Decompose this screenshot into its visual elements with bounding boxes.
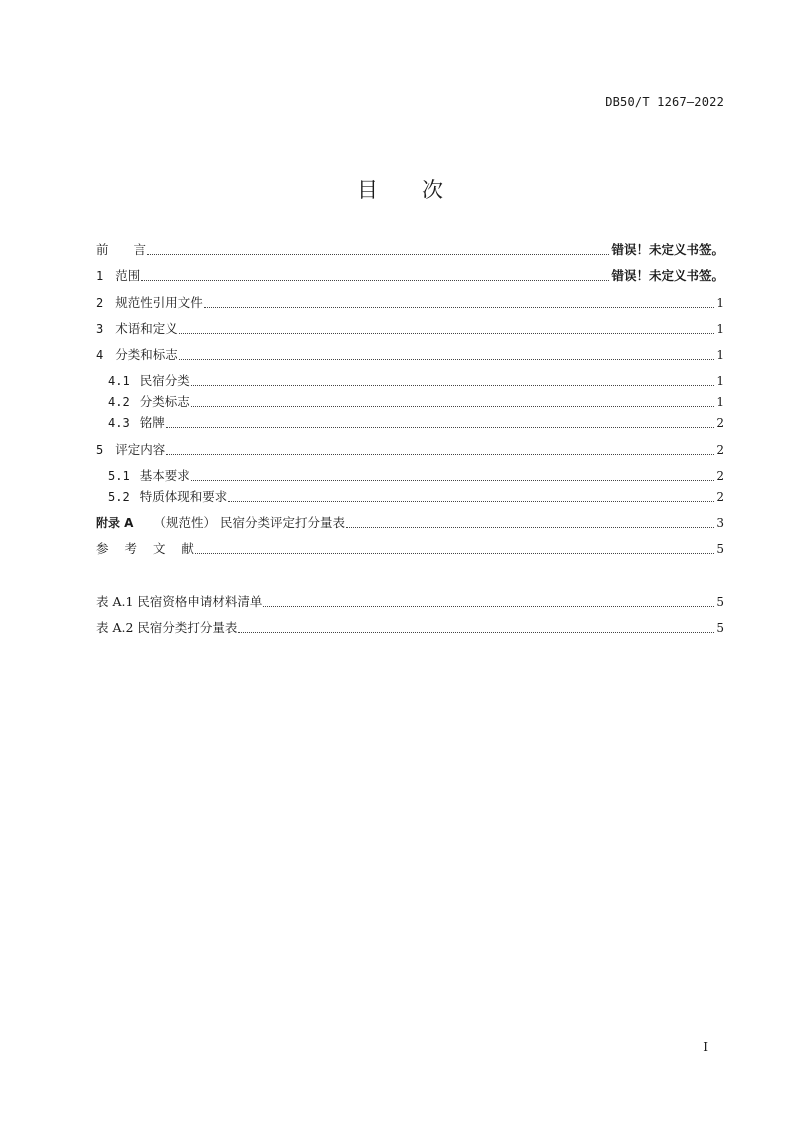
toc-leader-dots <box>179 332 715 334</box>
toc-leader-dots <box>147 253 609 255</box>
toc-leader-dots <box>166 426 715 428</box>
toc-leader-dots <box>263 605 714 607</box>
toc-entry-page: 错误！未定义书签。 <box>611 242 724 257</box>
page-title <box>0 174 800 204</box>
page-title-char-1: 目 <box>357 178 378 202</box>
toc-entry-5-1[interactable] <box>108 467 724 485</box>
toc-entry-scope[interactable] <box>96 267 724 285</box>
toc-leader-dots <box>195 552 714 554</box>
toc-entry-page: 1 <box>716 348 724 362</box>
toc-entry-label: 铭牌 <box>139 415 165 430</box>
toc-entry-number: 4.1 <box>108 374 130 388</box>
toc-entry-page: 5 <box>716 595 724 609</box>
document-code: DB50/T 1267—2022 <box>605 95 724 109</box>
toc-entry-label: 特质体现和要求 <box>139 489 228 504</box>
toc-entry-number: 4.2 <box>108 395 130 409</box>
toc-entry-number: 附录 A <box>96 516 134 530</box>
toc-entry-normative-references[interactable] <box>96 294 724 312</box>
toc-entry-label: 前 言 <box>96 242 147 257</box>
toc-entry-label: 分类和标志 <box>115 347 178 362</box>
toc-entry-number: 4.3 <box>108 416 130 430</box>
toc-entry-terms-definitions[interactable] <box>96 320 724 338</box>
toc-leader-dots <box>166 453 714 455</box>
toc-leader-dots <box>179 358 715 360</box>
toc-entry-page: 5 <box>716 621 724 635</box>
toc-entry-foreword[interactable] <box>96 241 724 259</box>
page-number: I <box>703 1040 708 1054</box>
toc-leader-dots <box>191 405 715 407</box>
toc-entry-4-1[interactable] <box>108 372 724 390</box>
toc-entry-page: 5 <box>716 542 724 556</box>
toc-entry-evaluation-content[interactable] <box>96 441 724 459</box>
toc-entry-page: 2 <box>716 469 724 483</box>
toc-entry-number: 5.2 <box>108 490 130 504</box>
toc-entry-4-2[interactable] <box>108 393 724 411</box>
toc-entry-table-a1[interactable] <box>96 593 724 611</box>
toc-entry-label: 民宿分类 <box>139 373 190 388</box>
toc-entry-number: 4 <box>96 348 104 362</box>
toc-leader-dots <box>204 306 715 308</box>
toc-leader-dots <box>191 384 715 386</box>
toc-entry-classification-marks[interactable] <box>96 346 724 364</box>
toc-entry-label: 术语和定义 <box>115 321 178 336</box>
toc-leader-dots <box>141 279 609 281</box>
toc-entry-number: 5 <box>96 443 104 457</box>
toc-leader-dots <box>228 500 714 502</box>
toc-leader-dots <box>238 631 714 633</box>
toc-entry-label: 规范性引用文件 <box>115 295 203 310</box>
toc-entry-page: 1 <box>716 395 724 409</box>
toc-entry-page: 2 <box>716 490 724 504</box>
toc-entry-page: 1 <box>716 322 724 336</box>
toc-entry-label: 评定内容 <box>115 442 166 457</box>
toc-entry-label: 参 考 文 献 <box>96 541 194 556</box>
toc-entry-number: 1 <box>96 269 104 283</box>
toc-entry-page: 2 <box>716 416 724 430</box>
toc-entry-table-a2[interactable] <box>96 619 724 637</box>
toc-entry-4-3[interactable] <box>108 414 724 432</box>
toc-entry-number: 2 <box>96 296 104 310</box>
toc-entry-page: 错误！未定义书签。 <box>611 268 724 283</box>
toc-entry-label: 表 A.2 民宿分类打分量表 <box>96 620 238 635</box>
toc-entry-page: 1 <box>716 296 724 310</box>
toc-entry-page: 2 <box>716 443 724 457</box>
toc-entry-label: 基本要求 <box>139 468 190 483</box>
toc-leader-dots <box>346 526 714 528</box>
toc-entry-5-2[interactable] <box>108 488 724 506</box>
toc-entry-label: 范围 <box>115 268 141 283</box>
toc-entry-label: （规范性） 民宿分类评定打分量表 <box>153 515 345 530</box>
toc-entry-label: 分类标志 <box>139 394 190 409</box>
toc-entry-page: 3 <box>716 516 724 530</box>
page-title-char-2: 次 <box>422 178 443 202</box>
toc-entry-number: 3 <box>96 322 104 336</box>
toc-entry-appendix-a[interactable] <box>96 514 724 532</box>
toc-entry-label: 表 A.1 民宿资格申请材料清单 <box>96 594 263 609</box>
toc-entry-bibliography[interactable] <box>96 540 724 558</box>
toc-entry-number: 5.1 <box>108 469 130 483</box>
toc-entry-page: 1 <box>716 374 724 388</box>
toc-leader-dots <box>191 479 715 481</box>
